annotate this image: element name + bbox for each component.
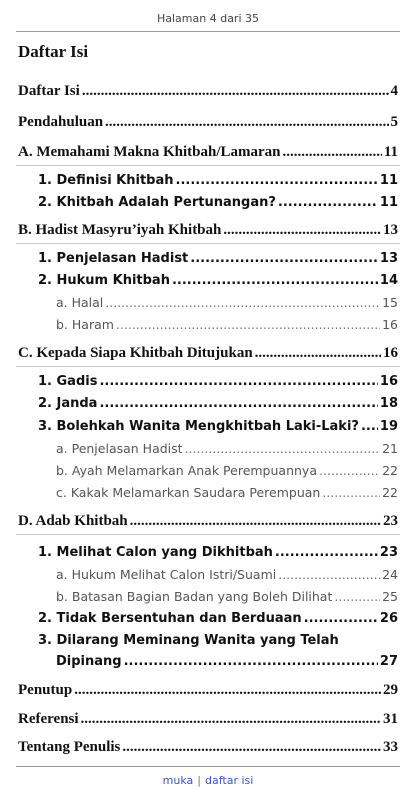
- page-indicator: Halaman 4 dari 35: [156, 12, 260, 25]
- toc-entry-label: b. Batasan Bagian Badan yang Boleh Dilihat: [56, 589, 333, 604]
- toc-entry-d-1[interactable]: [38, 545, 398, 560]
- toc-entry-b-2-a[interactable]: [56, 295, 398, 310]
- section-divider: [16, 243, 400, 244]
- toc-page-number: 18: [379, 396, 398, 411]
- dot-leader: [99, 374, 377, 389]
- toc-entry-b-2[interactable]: [38, 273, 398, 288]
- dot-leader: [116, 317, 380, 332]
- toc-page-number: 24: [382, 567, 398, 582]
- dot-leader: [124, 654, 378, 669]
- toc-page-number: 11: [383, 144, 398, 160]
- footer-separator: |: [197, 774, 201, 787]
- toc-entry-label: Pendahuluan: [18, 114, 104, 130]
- dot-leader: [278, 567, 380, 582]
- dot-leader: [304, 611, 378, 626]
- toc-entry-d-3-continuation[interactable]: [56, 654, 398, 669]
- dot-leader: [255, 345, 381, 362]
- dot-leader: [278, 195, 378, 210]
- toc-entry-label: b. Haram: [56, 317, 114, 332]
- dot-leader: [74, 682, 381, 699]
- toc-entry-label: a. Hukum Melihat Calon Istri/Suami: [56, 567, 277, 582]
- dot-leader: [130, 513, 381, 530]
- toc-entry-label: Penutup: [18, 682, 73, 698]
- toc-page-number: 22: [382, 485, 398, 500]
- toc-entry-label: 1. Gadis: [38, 374, 98, 389]
- toc-entry-section-b[interactable]: [18, 222, 398, 239]
- toc-page-number: 13: [383, 222, 398, 238]
- toc-entry-d-1-b[interactable]: [56, 589, 398, 604]
- toc-entry-section-c[interactable]: [18, 345, 398, 362]
- toc-page-number: 15: [382, 295, 398, 310]
- dot-leader: [105, 114, 388, 131]
- toc-entry-label: c. Kakak Melamarkan Saudara Perempuan: [56, 485, 321, 500]
- toc-page-number: 29: [383, 682, 398, 698]
- dot-leader: [172, 273, 378, 288]
- toc-entry-d-1-a[interactable]: [56, 567, 398, 582]
- toc-page-number: 31: [383, 711, 398, 727]
- toc-entry-label: 2. Tidak Bersentuhan dan Berduaan: [38, 611, 302, 626]
- toc-entry-label: Tentang Penulis: [18, 739, 121, 755]
- dot-leader: [99, 396, 377, 411]
- toc-page-number: 23: [379, 545, 398, 560]
- toc-entry-label: 1. Definisi Khitbah: [38, 173, 174, 188]
- toc-entry-label: A. Memahami Makna Khitbah/Lamaran: [18, 144, 281, 160]
- dot-leader: [361, 419, 378, 434]
- section-divider: [16, 165, 400, 166]
- toc-entry-label: a. Halal: [56, 295, 104, 310]
- toc-entry-d-2[interactable]: [38, 611, 398, 626]
- toc-entry-label: 3. Dilarang Meminang Wanita yang Telah: [38, 633, 339, 648]
- dot-leader: [82, 83, 389, 100]
- toc-page-number: 13: [379, 251, 398, 266]
- toc-entry-pendahuluan[interactable]: [18, 114, 398, 131]
- toc-entry-label: Referensi: [18, 711, 79, 727]
- toc-entry-label: a. Penjelasan Hadist: [56, 441, 183, 456]
- dot-leader: [190, 251, 378, 266]
- dot-leader: [185, 441, 381, 456]
- toc-entry-label: 2. Khitbah Adalah Pertunangan?: [38, 195, 276, 210]
- toc-entry-d-3[interactable]: [38, 633, 398, 648]
- toc-page-number: 22: [382, 463, 398, 478]
- toc-page-number: 19: [379, 419, 398, 434]
- toc-entry-label: 3. Bolehkah Wanita Mengkhitbah Laki-Laki?: [38, 419, 359, 434]
- toc-entry-a-1[interactable]: [38, 173, 398, 188]
- toc-entry-c-3[interactable]: [38, 419, 398, 434]
- toc-page-number: 25: [382, 589, 398, 604]
- toc-entry-label: 2. Hukum Khitbah: [38, 273, 170, 288]
- toc-page-number: 27: [379, 654, 398, 669]
- daftar-isi-link[interactable]: daftar isi: [205, 774, 254, 787]
- toc-page-number: 16: [379, 374, 398, 389]
- toc-entry-label: 1. Penjelasan Hadist: [38, 251, 189, 266]
- toc-page-number: 4: [390, 83, 398, 99]
- toc-entry-label: 1. Melihat Calon yang Dikhitbah: [38, 545, 273, 560]
- dot-leader: [322, 485, 380, 500]
- toc-entry-label: 2. Janda: [38, 396, 98, 411]
- toc-entry-a-2[interactable]: [38, 195, 398, 210]
- section-divider: [16, 534, 400, 535]
- toc-entry-label: C. Kepada Siapa Khitbah Ditujukan: [18, 345, 253, 361]
- toc-entry-label: B. Hadist Masyru’iyah Khitbah: [18, 222, 222, 238]
- toc-entry-section-a[interactable]: [18, 144, 398, 161]
- toc-entry-b-1[interactable]: [38, 251, 398, 266]
- toc-page-number: 21: [382, 441, 398, 456]
- toc-page-number: 11: [379, 195, 398, 210]
- dot-leader: [275, 545, 378, 560]
- dot-leader: [176, 173, 378, 188]
- toc-page-number: 33: [383, 739, 398, 755]
- dot-leader: [223, 222, 381, 239]
- toc-entry-penutup[interactable]: [18, 682, 398, 699]
- toc-entry-tentang-penulis[interactable]: [18, 739, 398, 756]
- toc-page-number: 26: [379, 611, 398, 626]
- toc-page-number: 16: [383, 345, 398, 361]
- footer-nav: [0, 774, 416, 787]
- toc-entry-c-3-b[interactable]: [56, 463, 398, 478]
- section-divider: [16, 366, 400, 367]
- toc-entry-c-2[interactable]: [38, 396, 398, 411]
- toc-entry-label: b. Ayah Melamarkan Anak Perempuannya: [56, 463, 317, 478]
- toc-page-number: 11: [379, 173, 398, 188]
- toc-entry-c-3-a[interactable]: [56, 441, 398, 456]
- dot-leader: [283, 144, 382, 161]
- muka-link[interactable]: muka: [162, 774, 194, 787]
- toc-entry-label: D. Adab Khitbah: [18, 513, 128, 529]
- toc-page-number: 14: [379, 273, 398, 288]
- dot-leader: [334, 589, 380, 604]
- header-divider: [16, 31, 400, 32]
- toc-entry-section-d[interactable]: [18, 513, 398, 530]
- dot-leader: [105, 295, 380, 310]
- toc-entry-label: Dipinang: [56, 654, 122, 669]
- page-title: Daftar Isi: [18, 42, 89, 61]
- dot-leader: [81, 711, 381, 728]
- toc-page-number: 23: [383, 513, 398, 529]
- toc-page-number: 5: [390, 114, 398, 130]
- toc-entry-daftar-isi[interactable]: [18, 83, 398, 100]
- toc-entry-referensi[interactable]: [18, 711, 398, 728]
- toc-entry-b-2-b[interactable]: [56, 317, 398, 332]
- toc-page-number: 16: [382, 317, 398, 332]
- toc-entry-c-3-c[interactable]: [56, 485, 398, 500]
- toc-entry-c-1[interactable]: [38, 374, 398, 389]
- footer-divider: [16, 766, 400, 767]
- dot-leader: [319, 463, 380, 478]
- dot-leader: [122, 739, 381, 756]
- toc-entry-label: Daftar Isi: [18, 83, 80, 99]
